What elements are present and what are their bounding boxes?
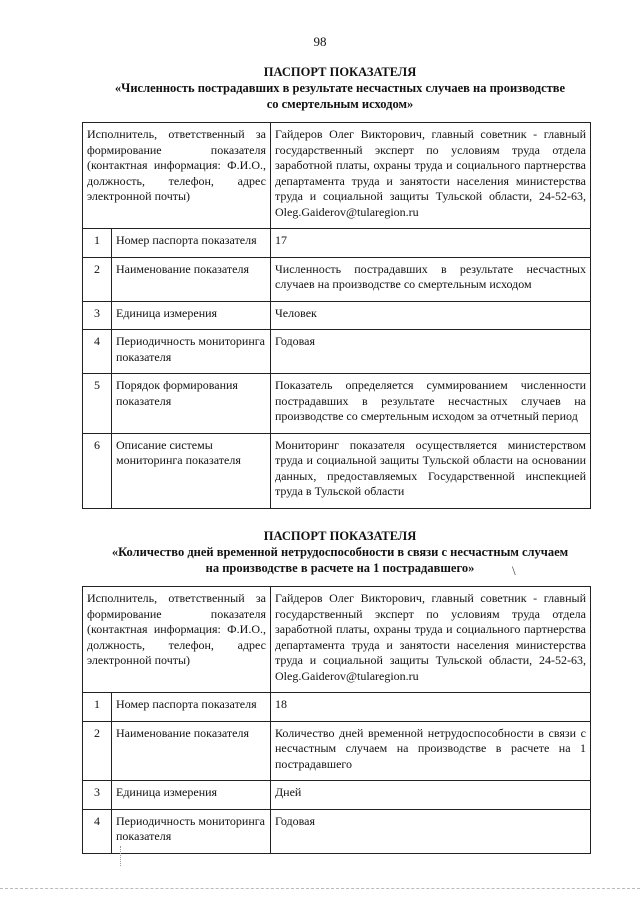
row-number: 4 bbox=[83, 330, 112, 374]
row-value: Человек bbox=[271, 301, 591, 330]
passport2-table bbox=[82, 586, 591, 854]
stray-pen-mark: \ bbox=[512, 563, 516, 578]
row-number: 2 bbox=[83, 257, 112, 301]
row-value: Дней bbox=[271, 781, 591, 810]
table-row bbox=[83, 229, 591, 258]
executor-value: Гайдеров Олег Викторович, главный советник - главный государственный эксперт по условиям труда отдела заработной платы, охраны труда и социального партнерства департамента труда и занятости населения министерства труда и социальной защиты Тульской области, 24-52-63, Oleg.Gaiderov@tularegion.ru bbox=[271, 123, 591, 229]
row-label: Периодичность мониторинга показателя bbox=[112, 809, 271, 853]
passport1-heading: ПАСПОРТ ПОКАЗАТЕЛЯ bbox=[263, 65, 417, 79]
passport1-executor-row bbox=[83, 123, 591, 229]
row-number: 5 bbox=[83, 374, 112, 434]
row-number: 1 bbox=[83, 693, 112, 722]
table-row bbox=[83, 721, 591, 781]
row-label: Номер паспорта показателя bbox=[112, 229, 271, 258]
passport2-subtitle-line1: «Количество дней временной нетрудоспособности в связи с несчастным случаем bbox=[111, 545, 569, 559]
row-label: Описание системы мониторинга показателя bbox=[112, 433, 271, 508]
row-value: 17 bbox=[271, 229, 591, 258]
row-number: 3 bbox=[83, 301, 112, 330]
row-label: Единица измерения bbox=[112, 781, 271, 810]
row-value: Количество дней временной нетрудоспособности в связи с несчастным случаем на производстве в расчете на 1 пострадавшего bbox=[271, 721, 591, 781]
table-row bbox=[83, 433, 591, 508]
scan-artifact bbox=[120, 846, 122, 866]
row-label: Периодичность мониторинга показателя bbox=[112, 330, 271, 374]
row-number: 4 bbox=[83, 809, 112, 853]
passport1-table bbox=[82, 122, 591, 509]
executor-label: Исполнитель, ответственный за формирование показателя (контактная информация: Ф.И.О., должность, телефон, адрес электронной почты) bbox=[83, 123, 271, 229]
row-value: Годовая bbox=[271, 330, 591, 374]
row-label: Единица измерения bbox=[112, 301, 271, 330]
passport1-title bbox=[60, 64, 620, 112]
passport2-subtitle-line2: на производстве в расчете на 1 пострадавшего» bbox=[205, 561, 475, 575]
row-value: Численность пострадавших в результате несчастных случаев на производстве со смертельным исходом bbox=[271, 257, 591, 301]
row-value: Годовая bbox=[271, 809, 591, 853]
row-number: 3 bbox=[83, 781, 112, 810]
executor-label: Исполнитель, ответственный за формирование показателя (контактная информация: Ф.И.О., должность, телефон, адрес электронной почты) bbox=[83, 587, 271, 693]
table-row bbox=[83, 693, 591, 722]
page-number: 98 bbox=[313, 34, 327, 49]
passport1-subtitle-line1: «Численность пострадавших в результате несчастных случаев на производстве bbox=[114, 81, 566, 95]
row-number: 6 bbox=[83, 433, 112, 508]
row-value: Мониторинг показателя осуществляется министерством труда и социальной защиты Тульской области на основании данных, предоставляемых Государственной инспекцией труда в Тульской области bbox=[271, 433, 591, 508]
table-row bbox=[83, 257, 591, 301]
row-label: Наименование показателя bbox=[112, 257, 271, 301]
passport2-executor-row bbox=[83, 587, 591, 693]
table-row bbox=[83, 781, 591, 810]
passport2-title bbox=[60, 528, 620, 576]
table-row bbox=[83, 809, 591, 853]
table-row bbox=[83, 374, 591, 434]
passport1-subtitle-line2: со смертельным исходом» bbox=[266, 97, 414, 111]
row-number: 1 bbox=[83, 229, 112, 258]
table-row bbox=[83, 330, 591, 374]
executor-value: Гайдеров Олег Викторович, главный советник - главный государственный эксперт по условиям труда отдела заработной платы, охраны труда и социального партнерства департамента труда и занятости населения министерства труда и социальной защиты Тульской области, 24-52-63, Oleg.Gaiderov@tularegion.ru bbox=[271, 587, 591, 693]
table-row bbox=[83, 301, 591, 330]
row-number: 2 bbox=[83, 721, 112, 781]
scan-edge-rule bbox=[0, 888, 640, 890]
row-label: Номер паспорта показателя bbox=[112, 693, 271, 722]
row-value: Показатель определяется суммированием численности пострадавших в результате несчастных случаев на производстве со смертельным исходом за отчетный период bbox=[271, 374, 591, 434]
row-label: Порядок формирования показателя bbox=[112, 374, 271, 434]
row-label: Наименование показателя bbox=[112, 721, 271, 781]
row-value: 18 bbox=[271, 693, 591, 722]
passport2-heading: ПАСПОРТ ПОКАЗАТЕЛЯ bbox=[263, 529, 417, 543]
